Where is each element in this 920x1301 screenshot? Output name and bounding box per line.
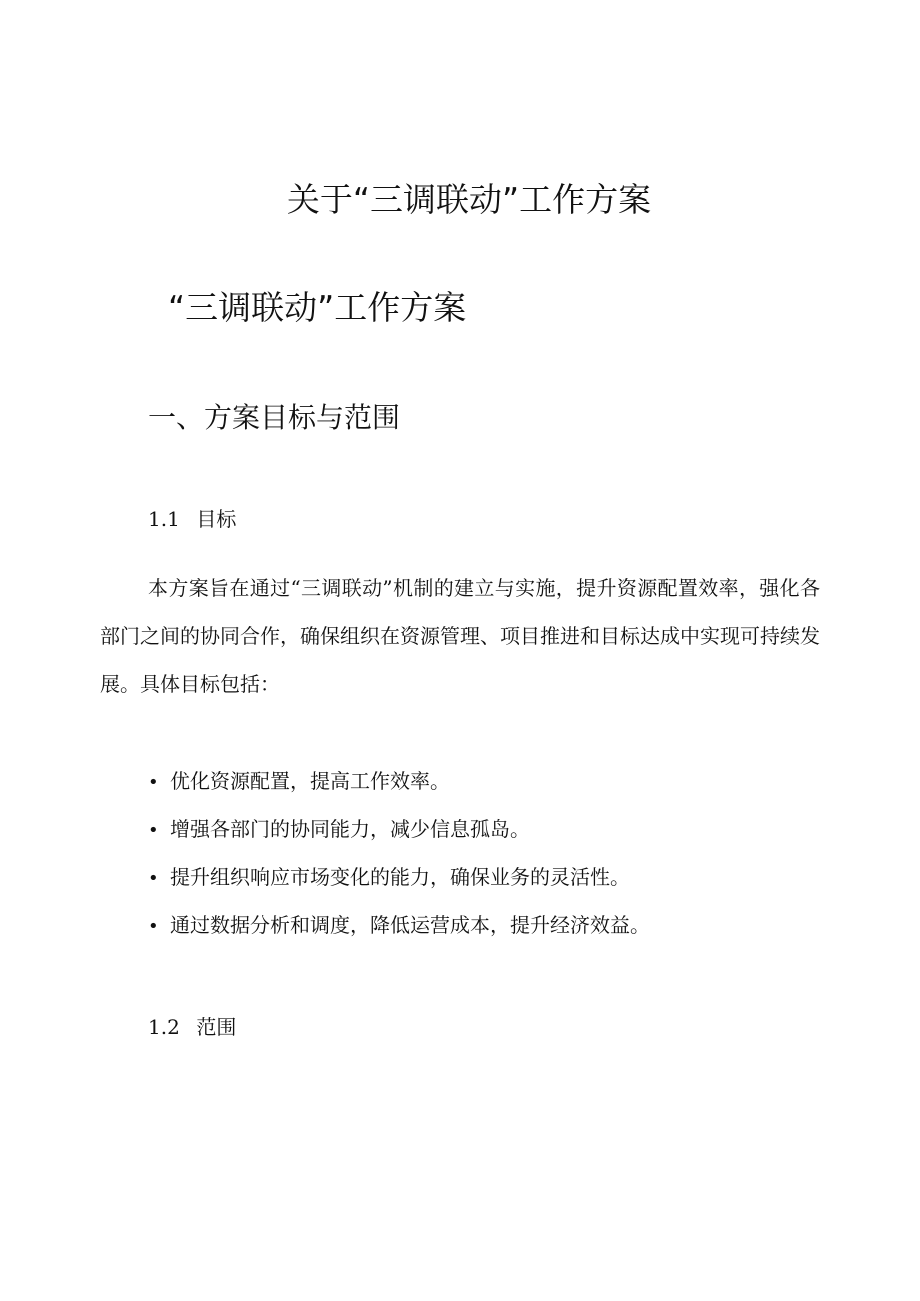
list-item [148, 853, 650, 901]
list-item-text: 优化资源配置，提高工作效率。 [170, 769, 450, 793]
subsection-number: 1.1 [148, 507, 180, 531]
list-item [148, 901, 650, 949]
section-heading: 一、方案目标与范围 [148, 401, 401, 434]
bullet-icon: • [148, 916, 159, 937]
goal-paragraph: 本方案旨在通过“三调联动”机制的建立与实施，提升资源配置效率，强化各部门之间的协同合作，确保组织在资源管理、项目推进和目标达成中实现可持续发展。具体目标包括： [100, 576, 820, 696]
list-item-text: 提升组织响应市场变化的能力，确保业务的灵活性。 [170, 865, 630, 889]
list-item-text: 通过数据分析和调度，降低运营成本，提升经济效益。 [170, 913, 650, 937]
subsection-heading-scope [148, 1012, 236, 1042]
goal-list [148, 757, 650, 949]
list-item-text: 增强各部门的协同能力，减少信息孤岛。 [170, 817, 530, 841]
subsection-label: 目标 [196, 507, 237, 531]
list-item [148, 805, 650, 853]
bullet-icon: • [148, 868, 159, 889]
document-subtitle: “三调联动”工作方案 [168, 288, 467, 327]
subsection-number: 1.2 [148, 1015, 180, 1039]
list-item [148, 757, 650, 805]
bullet-icon: • [148, 772, 159, 793]
bullet-icon: • [148, 820, 159, 841]
subsection-label: 范围 [196, 1015, 237, 1039]
document-title: 关于“三调联动”工作方案 [286, 180, 652, 219]
subsection-heading-goal [148, 504, 236, 534]
